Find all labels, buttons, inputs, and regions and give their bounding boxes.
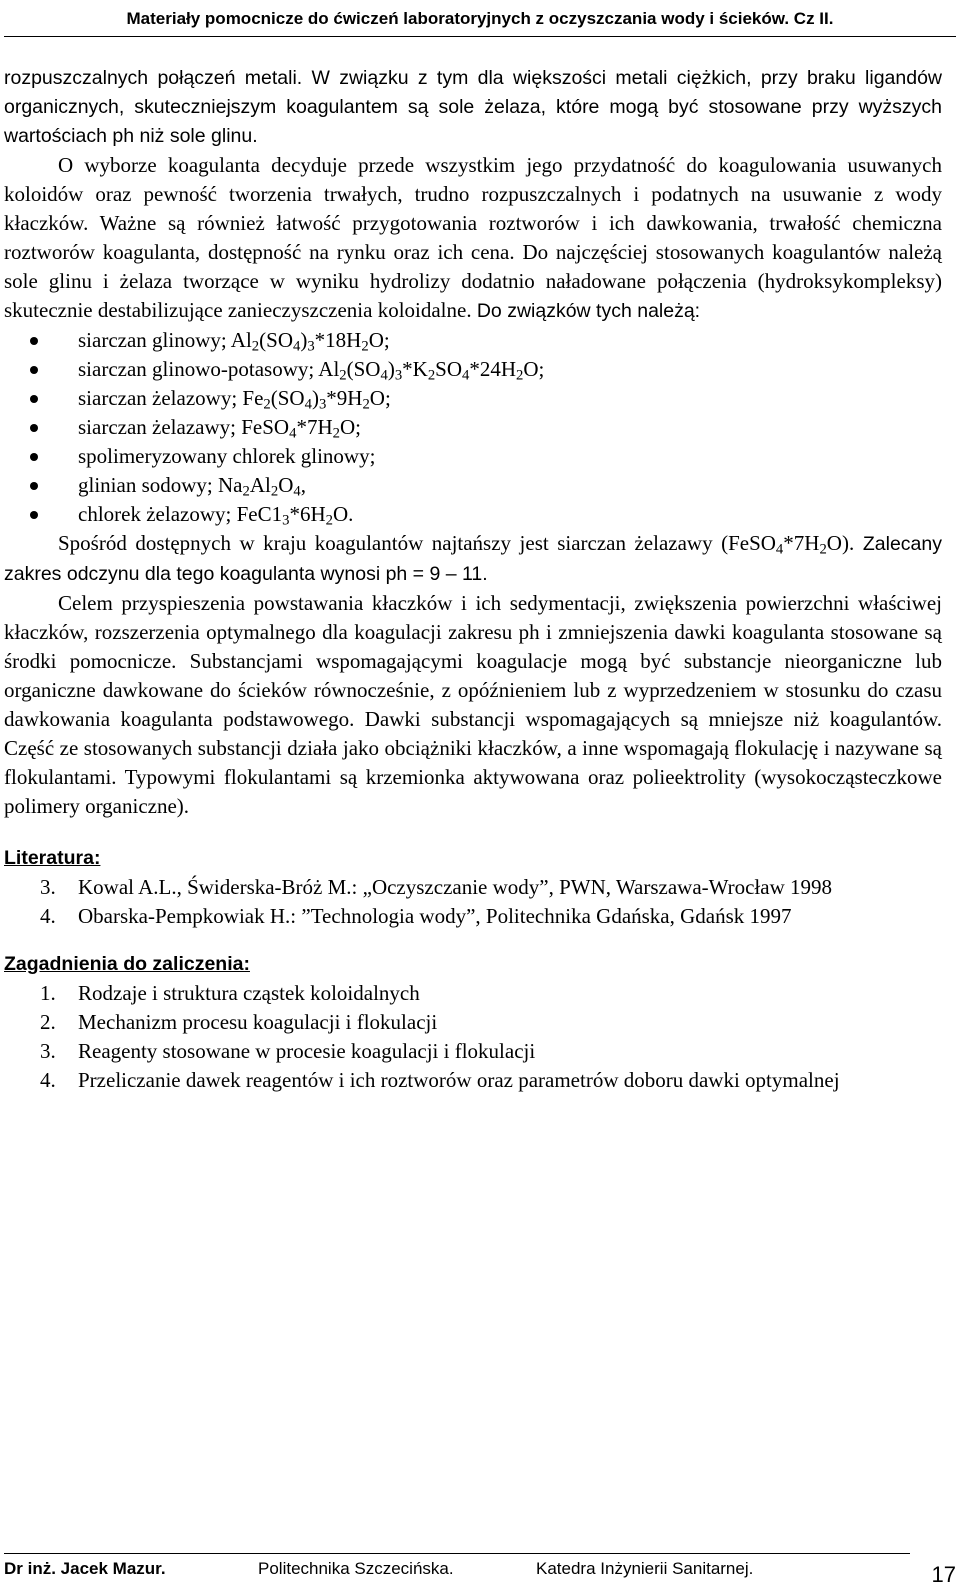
formula-subscript: 2 xyxy=(516,367,524,384)
formula-part: *9H xyxy=(326,386,363,410)
formula-part: *24H xyxy=(469,357,517,381)
formula-subscript: 2 xyxy=(325,512,333,529)
question-item xyxy=(4,979,942,1008)
questions-heading: Zagadnienia do zaliczenia: xyxy=(4,953,250,975)
formula-part: FeSO xyxy=(241,415,290,439)
ph-range-text: Zalecany zakres odczynu dla tego koagulanta wynosi ph = 9 – 11. xyxy=(4,533,942,585)
footer-divider xyxy=(4,1553,910,1554)
paragraph-cheapest xyxy=(4,529,942,589)
cheapest-text: Spośród dostępnych w kraju koagulantów najtańszy jest siarczan żelazawy (FeSO xyxy=(58,531,776,555)
question-item-text: Rodzaje i struktura cząstek koloidalnych xyxy=(78,981,420,1005)
formula-part: SO xyxy=(435,357,463,381)
formula-part: O xyxy=(278,473,294,497)
formula-subscript: 2 xyxy=(427,367,436,384)
footer-author: Dr inż. Jacek Mazur. xyxy=(4,1559,166,1578)
compound-item xyxy=(4,500,942,529)
question-item xyxy=(4,1066,942,1095)
formula-subscript: 3 xyxy=(307,338,315,355)
formula-subscript: 4 xyxy=(462,367,470,384)
formula-subscript: 4 xyxy=(304,396,312,413)
question-item xyxy=(4,1008,942,1037)
compound-name: siarczan glinowo-potasowy; xyxy=(78,357,319,381)
formula-part: (SO xyxy=(270,386,305,410)
paragraph-coagulant-choice xyxy=(4,151,942,326)
paragraph-coagulant-choice-c: Do związków tych należą: xyxy=(476,300,701,322)
compound-item xyxy=(4,413,942,442)
paragraph-coagulant-choice-a: O wyborze koagulanta decyduje przede wszystkim jego przydatność do koagulowania usuwanych koloidów oraz pewność tworzenia trwałych, trudno rozpuszczalnych i podatnych na usuwanie z wody kłaczków. Ważne są również łatwość przygotowania roztworów i ich dawkowania, trwałość chemiczna roztworów koagulanta, dostępność na rynku oraz ich cena. xyxy=(4,153,942,264)
compound-item xyxy=(4,442,942,471)
literature-item xyxy=(4,902,942,931)
formula-part: ) xyxy=(311,386,319,410)
compound-name: glinian sodowy; xyxy=(78,473,218,497)
bullet-icon xyxy=(30,482,38,490)
literature-heading: Literatura: xyxy=(4,847,101,869)
compound-name: chlorek żelazowy; xyxy=(78,502,237,526)
formula-subscript: 2 xyxy=(251,338,260,355)
bullet-icon xyxy=(30,395,38,403)
question-item-text: Reagenty stosowane w procesie koagulacji i flokulacji xyxy=(78,1039,536,1063)
formula-part: O; xyxy=(523,357,545,381)
compound-list xyxy=(4,326,942,529)
formula-subscript: 2 xyxy=(339,367,347,384)
page-number: 17 xyxy=(931,1562,956,1587)
formula-subscript: 4 xyxy=(293,483,301,500)
formula-subscript: 2 xyxy=(362,396,370,413)
cheapest-sub-1: 4 xyxy=(775,541,784,558)
formula-part: Al xyxy=(318,357,340,381)
compound-name: siarczan żelazawy; xyxy=(78,415,242,439)
formula-subscript: 2 xyxy=(332,425,340,442)
compound-name: siarczan żelazowy; xyxy=(78,386,243,410)
cheapest-formula-end: O). xyxy=(826,531,855,555)
formula-part: *6H xyxy=(289,502,326,526)
page-content xyxy=(4,64,942,1095)
formula-part: O; xyxy=(339,415,361,439)
paragraph-coagulant-choice-b: Do najczęściej stosowanych koagulantów należą sole glinu i żelaza tworzące w wyniku hydrolizy dodatnio naładowane połączenia (hydroksykompleksy) skutecznie destabilizujące zanieczyszczenia koloidalne. xyxy=(4,240,942,322)
paragraph-metals: rozpuszczalnych połączeń metali. W związku z tym dla większości metali ciężkich, przy braku ligandów organicznych, skuteczniejszym koagulantem są sole żelaza, które mogą być stosowane przy wyższych wartościach ph niż sole glinu. xyxy=(4,67,942,147)
cheapest-sub-2: 2 xyxy=(819,541,827,558)
question-item-number: 3. xyxy=(40,1039,56,1063)
formula-part: Fe xyxy=(242,386,264,410)
formula-part: O. xyxy=(332,502,354,526)
formula-subscript: 3 xyxy=(394,367,403,384)
bullet-icon xyxy=(30,511,38,519)
header-title: Materiały pomocnicze do ćwiczeń laboratoryjnych z oczyszczania wody i ścieków. Cz II. xyxy=(126,9,834,28)
compound-item xyxy=(4,326,942,355)
literature-item xyxy=(4,873,942,902)
formula-part: (SO xyxy=(346,357,381,381)
formula-part: *K xyxy=(402,357,428,381)
formula-part: *18H xyxy=(314,328,362,352)
formula-part: Na xyxy=(218,473,243,497)
formula-subscript: 4 xyxy=(380,367,388,384)
header-divider xyxy=(4,36,956,37)
page-header xyxy=(0,6,960,32)
formula-part: Al xyxy=(230,328,252,352)
compound-name: spolimeryzowany chlorek glinowy; xyxy=(78,444,376,468)
compound-item xyxy=(4,471,942,500)
page-footer xyxy=(4,1556,956,1586)
cheapest-formula: *7H xyxy=(783,531,820,555)
footer-university: Politechnika Szczecińska. xyxy=(258,1559,454,1578)
question-item-number: 2. xyxy=(40,1010,56,1034)
question-item-number: 1. xyxy=(40,981,56,1005)
formula-subscript: 4 xyxy=(292,338,301,355)
literature-item-number: 3. xyxy=(40,875,56,899)
formula-part: Al xyxy=(249,473,271,497)
formula-subscript: 4 xyxy=(289,425,297,442)
compound-name: siarczan glinowy; xyxy=(78,328,231,352)
compound-item xyxy=(4,384,942,413)
literature-item-text: Obarska-Pempkowiak H.: ”Technologia wody”, Politechnika Gdańska, Gdańsk 1997 xyxy=(78,904,792,928)
compound-item xyxy=(4,355,942,384)
question-item-number: 4. xyxy=(40,1068,56,1092)
formula-part: ) xyxy=(387,357,395,381)
footer-department: Katedra Inżynierii Sanitarnej. xyxy=(536,1559,754,1578)
question-item-text: Mechanizm procesu koagulacji i flokulacji xyxy=(78,1010,438,1034)
formula-part: O; xyxy=(368,328,390,352)
literature-list xyxy=(4,873,942,931)
question-item xyxy=(4,1037,942,1066)
literature-item-text: Kowal A.L., Świderska-Bróż M.: „Oczyszczanie wody”, PWN, Warszawa-Wrocław 1998 xyxy=(78,875,833,899)
formula-subscript: 2 xyxy=(270,483,279,500)
bullet-icon xyxy=(30,366,38,374)
question-item-text: Przeliczanie dawek reagentów i ich roztworów oraz parametrów doboru dawki optymalnej xyxy=(78,1068,840,1092)
formula-part: (SO xyxy=(259,328,293,352)
paragraph-auxiliary-agents: Celem przyspieszenia powstawania kłaczków i ich sedymentacji, zwiększenia powierzchni właściwej kłaczków, rozszerzenia optymalnego dla koagulacji zakresu ph i zmniejszenia dawki koagulanta stosowane są środki pomocnicze. Substancjami wspomagającymi koagulacje mogą być substancje nieorganiczne lub organiczne dawkowane do ścieków równocześnie, z opóźnieniem lub z wyprzedzeniem w stosunku do czasu dawkowania koagulanta podstawowego. Dawki substancji wspomagających są mniejsze niż koagulantów. Część ze stosowanych substancji działa jako obciążniki kłaczków, a inne wspomagają flokulację i nazywane są flokulantami. Typowymi flokulantami są krzemionka aktywowana oraz polieektrolity (wysokocząsteczkowe polimery organiczne). xyxy=(4,591,942,818)
formula-subscript: 2 xyxy=(242,483,250,500)
literature-item-number: 4. xyxy=(40,904,56,928)
bullet-icon xyxy=(30,453,38,461)
formula-subscript: 2 xyxy=(361,338,369,355)
formula-subscript: 3 xyxy=(318,396,327,413)
formula-part: FeC1 xyxy=(236,502,283,526)
formula-part: *7H xyxy=(296,415,333,439)
bullet-icon xyxy=(30,424,38,432)
formula-part: , xyxy=(300,473,306,497)
bullet-icon xyxy=(30,337,38,345)
formula-part: ) xyxy=(300,328,308,352)
formula-part: O; xyxy=(369,386,391,410)
questions-list xyxy=(4,979,942,1095)
formula-subscript: 2 xyxy=(263,396,271,413)
formula-subscript: 3 xyxy=(282,512,290,529)
